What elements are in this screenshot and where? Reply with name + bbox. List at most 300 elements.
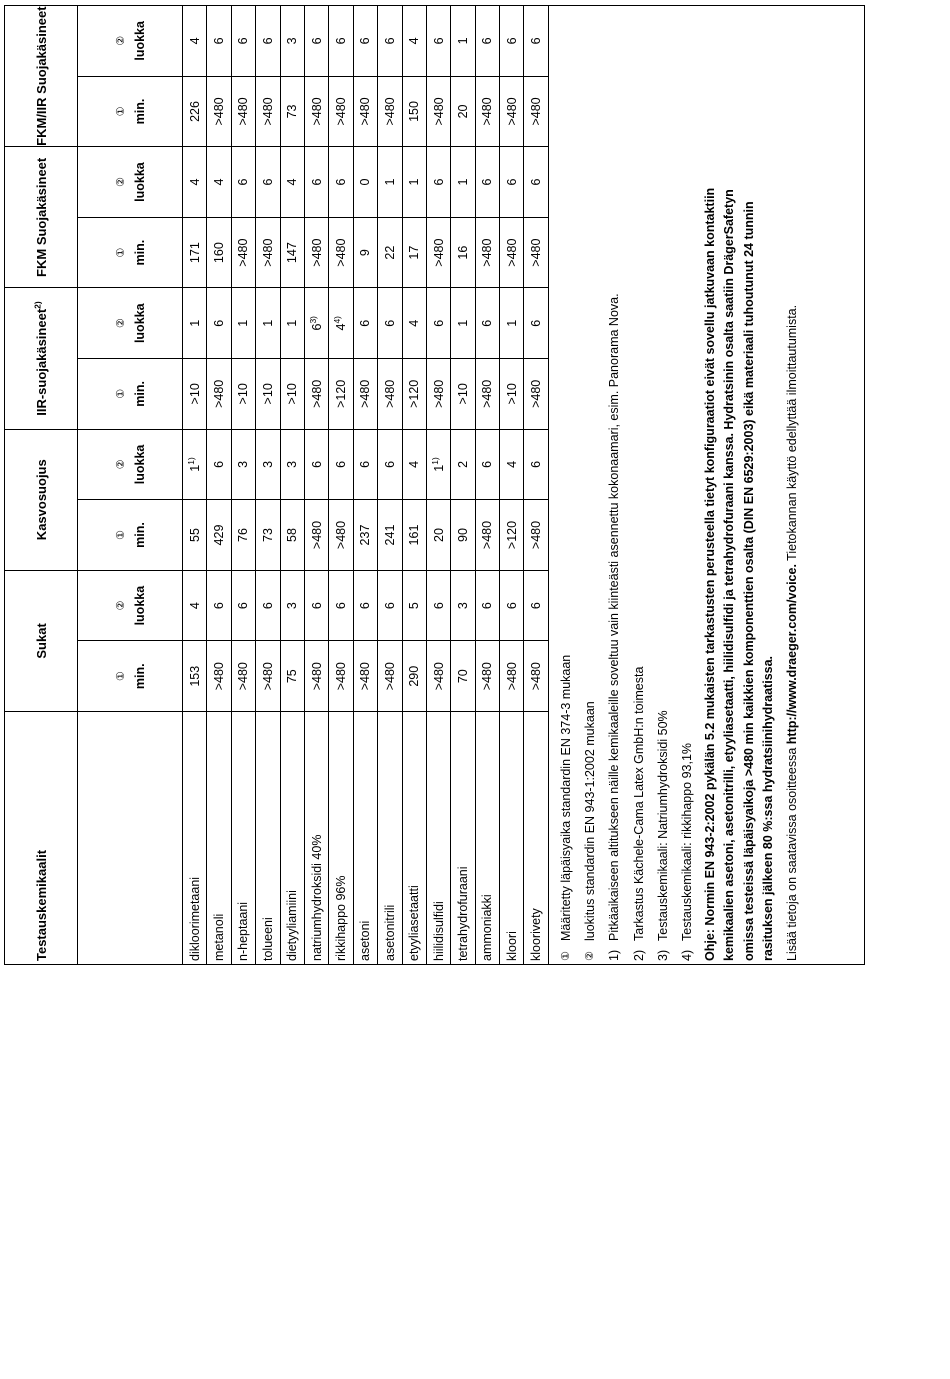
cell-value: >480 <box>309 97 324 126</box>
header-sub-min <box>78 641 183 712</box>
cell-value: >480 <box>431 662 446 691</box>
breakthrough-minutes <box>256 76 280 147</box>
cell-value: >120 <box>334 379 349 408</box>
protection-class <box>231 429 255 500</box>
cell-value: 1 <box>382 178 397 186</box>
table-row <box>426 6 450 965</box>
cell-value: >480 <box>480 662 495 691</box>
protection-class <box>524 6 548 77</box>
cell-value: >480 <box>260 97 275 126</box>
protection-class <box>426 570 450 641</box>
protection-class <box>451 288 475 359</box>
cell-value: 6 <box>212 460 227 468</box>
cell-value: 4 <box>187 178 202 186</box>
protection-class <box>475 288 499 359</box>
circled-number: ② <box>114 35 127 46</box>
cell-value: 150 <box>407 101 422 122</box>
protection-class <box>426 429 450 500</box>
cell-value: 6 <box>260 37 275 45</box>
unit-label: min. <box>132 98 147 125</box>
table-row <box>353 6 377 965</box>
cell-value: 6 <box>309 37 324 45</box>
table-row <box>280 6 304 965</box>
chemical-name: etyyliasetaatti <box>402 712 426 965</box>
cell-value: >480 <box>334 662 349 691</box>
protection-class <box>402 429 426 500</box>
chemical-name: kloori <box>500 712 524 965</box>
table-row <box>231 6 255 965</box>
cell-value: >480 <box>236 97 251 126</box>
cell-value: 4 <box>407 460 422 468</box>
draeger-voice-link[interactable]: http://www.draeger.com/voice. <box>784 564 799 745</box>
cell-value: 20 <box>455 104 470 119</box>
cell-value: 429 <box>212 524 227 546</box>
breakthrough-minutes <box>451 500 475 571</box>
breakthrough-minutes <box>256 641 280 712</box>
cell-value: >10 <box>236 383 251 405</box>
cell-value: 6 <box>382 37 397 45</box>
cell-value: 160 <box>212 242 227 264</box>
unit-label: min. <box>132 663 147 690</box>
header-sub-class <box>78 6 183 77</box>
protection-class <box>304 147 328 218</box>
breakthrough-minutes <box>378 76 402 147</box>
cell-value: 0 <box>358 178 373 186</box>
cell-value: 6 <box>504 178 519 186</box>
cell-value: 4 <box>212 178 227 186</box>
cell-value: 6 <box>212 602 227 610</box>
breakthrough-minutes <box>402 500 426 571</box>
footnote-circle-2: ② luokitus standardin EN 943-1:2002 mukaan <box>583 701 598 961</box>
cell-value: 153 <box>187 665 202 687</box>
chemical-name: dikloorimetaani <box>183 712 207 965</box>
cell-value: 16 <box>455 245 470 260</box>
table-body <box>183 6 549 965</box>
protection-class <box>304 429 328 500</box>
chemical-name: asetonitrili <box>378 712 402 965</box>
cell-value: 1 <box>187 464 202 472</box>
protection-class <box>183 429 207 500</box>
cell-value: >480 <box>529 238 544 267</box>
footnote-ref: 1) <box>429 457 440 465</box>
cell-value: >480 <box>236 238 251 267</box>
table-row <box>378 6 402 965</box>
chemical-name: tetrahydrofuraani <box>451 712 475 965</box>
protection-class <box>183 288 207 359</box>
footnote-1: 1) Pitkäaikaiseen altitukseen näille kemikaaleille soveltuu vain kiinteästi asennettu kokonaamari, esim. Panorama Nova. <box>607 293 622 961</box>
table-row <box>183 6 207 965</box>
unit-label: luokka <box>132 162 147 202</box>
cell-value: 3 <box>455 602 470 610</box>
breakthrough-minutes <box>524 217 548 288</box>
protection-class <box>256 6 280 77</box>
breakthrough-minutes <box>329 500 353 571</box>
breakthrough-minutes <box>353 76 377 147</box>
protection-class <box>353 288 377 359</box>
cell-value: 171 <box>187 242 202 264</box>
breakthrough-minutes <box>426 76 450 147</box>
cell-value: 4 <box>504 460 519 468</box>
breakthrough-minutes <box>524 641 548 712</box>
breakthrough-minutes <box>207 217 231 288</box>
circled-number: ① <box>114 247 127 258</box>
cell-value: 161 <box>407 524 422 546</box>
header-test-chemicals: Testauskemikaalit <box>5 712 78 965</box>
protection-class <box>329 570 353 641</box>
breakthrough-minutes <box>500 217 524 288</box>
header-sub-class <box>78 288 183 359</box>
footnote-3: 3) Testauskemikaali: Natriumhydroksidi 50% <box>656 710 671 961</box>
breakthrough-minutes <box>231 500 255 571</box>
cell-value: 6 <box>334 37 349 45</box>
cell-value: >120 <box>504 520 519 550</box>
protection-class <box>475 570 499 641</box>
cell-value: 4 <box>187 602 202 610</box>
cell-value: 6 <box>480 602 495 610</box>
cell-value: 6 <box>529 460 544 468</box>
cell-value: >480 <box>382 379 397 408</box>
breakthrough-minutes <box>475 641 499 712</box>
cell-value: >480 <box>334 238 349 267</box>
cell-value: 1 <box>407 178 422 186</box>
breakthrough-minutes <box>304 76 328 147</box>
circled-number: ① <box>114 671 127 682</box>
table-row <box>500 6 524 965</box>
protection-class <box>280 6 304 77</box>
breakthrough-minutes <box>256 359 280 430</box>
cell-value: 6 <box>382 460 397 468</box>
cell-value: 75 <box>285 669 300 684</box>
table-row <box>402 6 426 965</box>
cell-value: 3 <box>260 460 275 468</box>
breakthrough-minutes <box>183 359 207 430</box>
cell-value: 1 <box>455 178 470 186</box>
cell-value: 1 <box>455 319 470 327</box>
cell-value: >480 <box>212 379 227 408</box>
protection-class <box>280 429 304 500</box>
breakthrough-minutes <box>304 359 328 430</box>
cell-value: >480 <box>382 662 397 691</box>
cell-value: >480 <box>358 97 373 126</box>
cell-value: 6 <box>529 178 544 186</box>
cell-value: >480 <box>236 662 251 691</box>
cell-value: 6 <box>480 319 495 327</box>
cell-value: 6 <box>334 460 349 468</box>
protection-class <box>451 6 475 77</box>
protection-class <box>500 288 524 359</box>
cell-value: 6 <box>382 319 397 327</box>
protection-class <box>304 570 328 641</box>
table-row <box>329 6 353 965</box>
protection-class <box>231 570 255 641</box>
header-group-fkm-gloves: FKM Suojakäsineet <box>5 147 78 288</box>
protection-class <box>256 288 280 359</box>
cell-value: 1 <box>187 319 202 327</box>
cell-value: >480 <box>358 379 373 408</box>
protection-class <box>524 147 548 218</box>
cell-value: 6 <box>431 37 446 45</box>
cell-value: >480 <box>309 238 324 267</box>
cell-value: >10 <box>285 383 300 405</box>
protection-class <box>378 147 402 218</box>
breakthrough-minutes <box>304 641 328 712</box>
breakthrough-minutes <box>231 217 255 288</box>
protection-class <box>402 147 426 218</box>
footnote-ref: 3) <box>307 315 318 324</box>
protection-class <box>378 429 402 500</box>
breakthrough-minutes <box>329 217 353 288</box>
cell-value: 6 <box>212 319 227 327</box>
breakthrough-minutes <box>500 500 524 571</box>
cell-value: 6 <box>504 37 519 45</box>
header-empty-cell <box>78 712 183 965</box>
cell-value: 90 <box>455 528 470 542</box>
cell-value: >10 <box>260 383 275 405</box>
header-sub-min <box>78 76 183 147</box>
cell-value: 6 <box>334 178 349 186</box>
breakthrough-minutes <box>451 641 475 712</box>
protection-class <box>524 429 548 500</box>
breakthrough-minutes <box>231 641 255 712</box>
rotated-content <box>4 5 870 965</box>
cell-value: 3 <box>236 460 251 468</box>
breakthrough-minutes <box>207 500 231 571</box>
more-info-note: Lisää tietoja on saatavissa osoitteessa http://www.draeger.com/voice. Tietokannan käyttö edellyttää ilmoittautumista. <box>784 304 799 961</box>
cell-value: 6 <box>358 602 373 610</box>
table-row <box>451 6 475 965</box>
cell-value: 147 <box>285 242 300 264</box>
breakthrough-minutes <box>280 217 304 288</box>
cell-value: 1 <box>431 464 446 472</box>
protection-class <box>378 6 402 77</box>
cell-value: 22 <box>382 245 397 260</box>
breakthrough-minutes <box>451 76 475 147</box>
breakthrough-minutes <box>500 641 524 712</box>
cell-value: >480 <box>504 662 519 691</box>
breakthrough-minutes <box>426 500 450 571</box>
protection-class <box>500 570 524 641</box>
cell-value: >120 <box>407 379 422 408</box>
table-row <box>475 6 499 965</box>
protection-class <box>280 570 304 641</box>
breakthrough-minutes <box>378 641 402 712</box>
header-sub-min <box>78 359 183 430</box>
breakthrough-minutes <box>183 217 207 288</box>
resistance-table <box>4 5 549 965</box>
cell-value: >480 <box>358 662 373 691</box>
breakthrough-minutes <box>353 641 377 712</box>
breakthrough-minutes <box>183 500 207 571</box>
cell-value: 76 <box>236 528 251 542</box>
cell-value: >480 <box>431 97 446 126</box>
breakthrough-minutes <box>329 641 353 712</box>
cell-value: 6 <box>212 37 227 45</box>
circled-number: ② <box>114 600 127 611</box>
breakthrough-minutes <box>426 641 450 712</box>
breakthrough-minutes <box>402 217 426 288</box>
cell-value: >480 <box>529 662 544 691</box>
breakthrough-minutes <box>329 359 353 430</box>
cell-value: 6 <box>309 460 324 468</box>
breakthrough-minutes <box>451 217 475 288</box>
chemical-name: asetoni <box>353 712 377 965</box>
cell-value: 6 <box>529 37 544 45</box>
cell-value: 241 <box>382 524 397 546</box>
breakthrough-minutes <box>183 641 207 712</box>
chemical-name: ammoniakki <box>475 712 499 965</box>
breakthrough-minutes <box>353 500 377 571</box>
protection-class <box>231 6 255 77</box>
cell-value: 6 <box>260 602 275 610</box>
protection-class <box>329 6 353 77</box>
breakthrough-minutes <box>524 76 548 147</box>
cell-value: 55 <box>187 528 202 542</box>
protection-class <box>475 147 499 218</box>
protection-class <box>280 147 304 218</box>
protection-class <box>451 147 475 218</box>
cell-value: 6 <box>358 319 373 327</box>
cell-value: 6 <box>309 323 324 331</box>
protection-class <box>207 570 231 641</box>
unit-label: luokka <box>132 303 147 344</box>
cell-value: 3 <box>285 37 300 45</box>
breakthrough-minutes <box>280 641 304 712</box>
unit-label: luokka <box>132 21 147 61</box>
chemical-name: dietyyliamiini <box>280 712 304 965</box>
header-sub-class <box>78 570 183 641</box>
cell-value: 4 <box>285 178 300 186</box>
protection-class <box>207 288 231 359</box>
cell-value: >480 <box>334 520 349 550</box>
protection-class <box>524 288 548 359</box>
table-row <box>256 6 280 965</box>
chemical-name: rikkihappo 96% <box>329 712 353 965</box>
cell-value: >480 <box>480 97 495 126</box>
breakthrough-minutes <box>475 217 499 288</box>
header-group-fkm-iir-gloves: FKM/IIR Suojakäsineet <box>5 6 78 147</box>
protection-class <box>183 6 207 77</box>
cell-value: 73 <box>260 528 275 542</box>
footnote-ref: 4) <box>331 315 342 324</box>
cell-value: 20 <box>431 528 446 542</box>
circled-number: ① <box>114 388 127 399</box>
table-row <box>304 6 328 965</box>
protection-class <box>500 6 524 77</box>
cell-value: 6 <box>529 319 544 327</box>
cell-value: >480 <box>309 379 324 408</box>
table-row <box>524 6 548 965</box>
breakthrough-minutes <box>207 641 231 712</box>
header-sub-class <box>78 147 183 218</box>
breakthrough-minutes <box>207 359 231 430</box>
cell-value: >480 <box>529 520 544 550</box>
cell-value: 6 <box>480 178 495 186</box>
cell-value: 6 <box>260 178 275 186</box>
cell-value: 6 <box>236 37 251 45</box>
breakthrough-minutes <box>378 359 402 430</box>
cell-value: >480 <box>309 520 324 550</box>
table-row <box>207 6 231 965</box>
cell-value: >480 <box>480 238 495 267</box>
cell-value: >480 <box>504 238 519 267</box>
unit-label: min. <box>132 522 147 548</box>
protection-class <box>353 6 377 77</box>
breakthrough-minutes <box>475 500 499 571</box>
protection-class <box>426 288 450 359</box>
cell-value: 17 <box>407 245 422 260</box>
footnote-circle-1: ① Määritetty läpäisyaika standardin EN 374-3 mukaan <box>558 654 573 961</box>
breakthrough-minutes <box>426 217 450 288</box>
cell-value: 290 <box>407 665 422 687</box>
protection-class <box>353 429 377 500</box>
breakthrough-minutes <box>280 359 304 430</box>
protection-class <box>524 570 548 641</box>
breakthrough-minutes <box>304 500 328 571</box>
protection-class <box>500 147 524 218</box>
cell-value: >480 <box>431 379 446 408</box>
circled-number: ② <box>114 459 127 470</box>
cell-value: 6 <box>236 178 251 186</box>
header-sub-min <box>78 500 183 571</box>
cell-value: 6 <box>334 602 349 610</box>
cell-value: 3 <box>285 602 300 610</box>
protection-class <box>329 429 353 500</box>
cell-value: 6 <box>431 178 446 186</box>
breakthrough-minutes <box>183 76 207 147</box>
chemical-name: n-heptaani <box>231 712 255 965</box>
chemical-name: kloorivety <box>524 712 548 965</box>
header-group-socks: Sukat <box>5 570 78 711</box>
protection-class <box>475 429 499 500</box>
cell-value: 4 <box>187 37 202 45</box>
footnote-4: 4) Testauskemikaali: rikkihappo 93,1% <box>680 742 695 961</box>
breakthrough-minutes <box>329 76 353 147</box>
circled-number: ② <box>114 177 127 187</box>
cell-value: >480 <box>529 97 544 126</box>
breakthrough-minutes <box>231 76 255 147</box>
cell-value: 6 <box>358 460 373 468</box>
header-group-iir-gloves: IIR-suojakäsineet$^{2)}$ <box>5 288 78 429</box>
unit-label: min. <box>132 380 147 407</box>
breakthrough-minutes <box>378 217 402 288</box>
cell-value: 226 <box>187 101 202 122</box>
cell-value: 9 <box>358 249 373 257</box>
protection-class <box>475 6 499 77</box>
cell-value: 6 <box>504 602 519 610</box>
cell-value: 6 <box>480 460 495 468</box>
breakthrough-minutes <box>280 500 304 571</box>
circled-number: ① <box>114 106 127 117</box>
cell-value: 6 <box>358 37 373 45</box>
breakthrough-minutes <box>500 359 524 430</box>
breakthrough-minutes <box>231 359 255 430</box>
cell-value: >480 <box>431 238 446 267</box>
cell-value: >480 <box>309 662 324 691</box>
protection-class <box>280 288 304 359</box>
breakthrough-minutes <box>475 359 499 430</box>
chemical-name: tolueeni <box>256 712 280 965</box>
chemical-name: metanoli <box>207 712 231 965</box>
protection-class <box>256 147 280 218</box>
protection-class <box>378 288 402 359</box>
breakthrough-minutes <box>524 500 548 571</box>
protection-class <box>329 147 353 218</box>
breakthrough-minutes <box>280 76 304 147</box>
cell-value: 1 <box>236 319 251 327</box>
breakthrough-minutes <box>500 76 524 147</box>
breakthrough-minutes <box>402 359 426 430</box>
protection-class <box>231 147 255 218</box>
